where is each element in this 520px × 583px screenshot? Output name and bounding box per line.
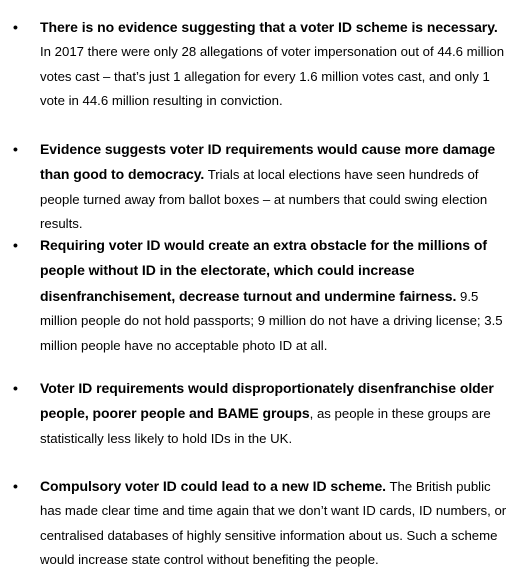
- point-paragraph: [40, 15, 510, 114]
- point-paragraph: [40, 137, 510, 237]
- bullet-marker: •: [13, 478, 18, 494]
- point-body: In 2017 there were only 28 allegations of voter impersonation out of 44.6 million votes cast – that’s just 1 allegation for every 1.6 million votes cast, and only 1 vote in 44.6 million resulting in conviction.: [40, 44, 505, 109]
- point-heading: Voter ID requirements would disproportionately disenfranchise older people, poorer people and BAME groups: [40, 380, 494, 422]
- point-heading: Requiring voter ID would create an extra obstacle for the millions of people without ID in the electorate, which could increase disenfranchisement, decrease turnout and undermine fairness.: [40, 237, 487, 304]
- point-body: Trials at local elections have seen hundreds of people turned away from ballot boxes – at numbers that could swing election results.: [40, 167, 488, 232]
- point-paragraph: [40, 474, 510, 573]
- bullet-marker: •: [13, 380, 18, 396]
- point-paragraph: [40, 376, 510, 451]
- point-heading: Compulsory voter ID could lead to a new ID scheme.: [40, 478, 387, 494]
- point-heading: Evidence suggests voter ID requirements would cause more damage than good to democracy.: [40, 141, 496, 183]
- point-body: 9.5 million people do not hold passports; 9 million do not have a driving license; 3.5 million people have no acceptable photo ID at all.: [40, 288, 503, 353]
- bullet-marker: •: [13, 237, 18, 253]
- point-body: , as people in these groups are statistically less likely to hold IDs in the UK.: [40, 406, 491, 446]
- point-heading: There is no evidence suggesting that a voter ID scheme is necessary.: [40, 19, 498, 35]
- point-paragraph: [40, 233, 510, 358]
- point-body: The British public has made clear time and time again that we don’t want ID cards, ID numbers, or centralised databases of highly sensitive information about us. Such a scheme would increase state control without benefiting the people.: [40, 479, 507, 568]
- bullet-marker: •: [13, 141, 18, 157]
- bullet-marker: •: [13, 19, 18, 35]
